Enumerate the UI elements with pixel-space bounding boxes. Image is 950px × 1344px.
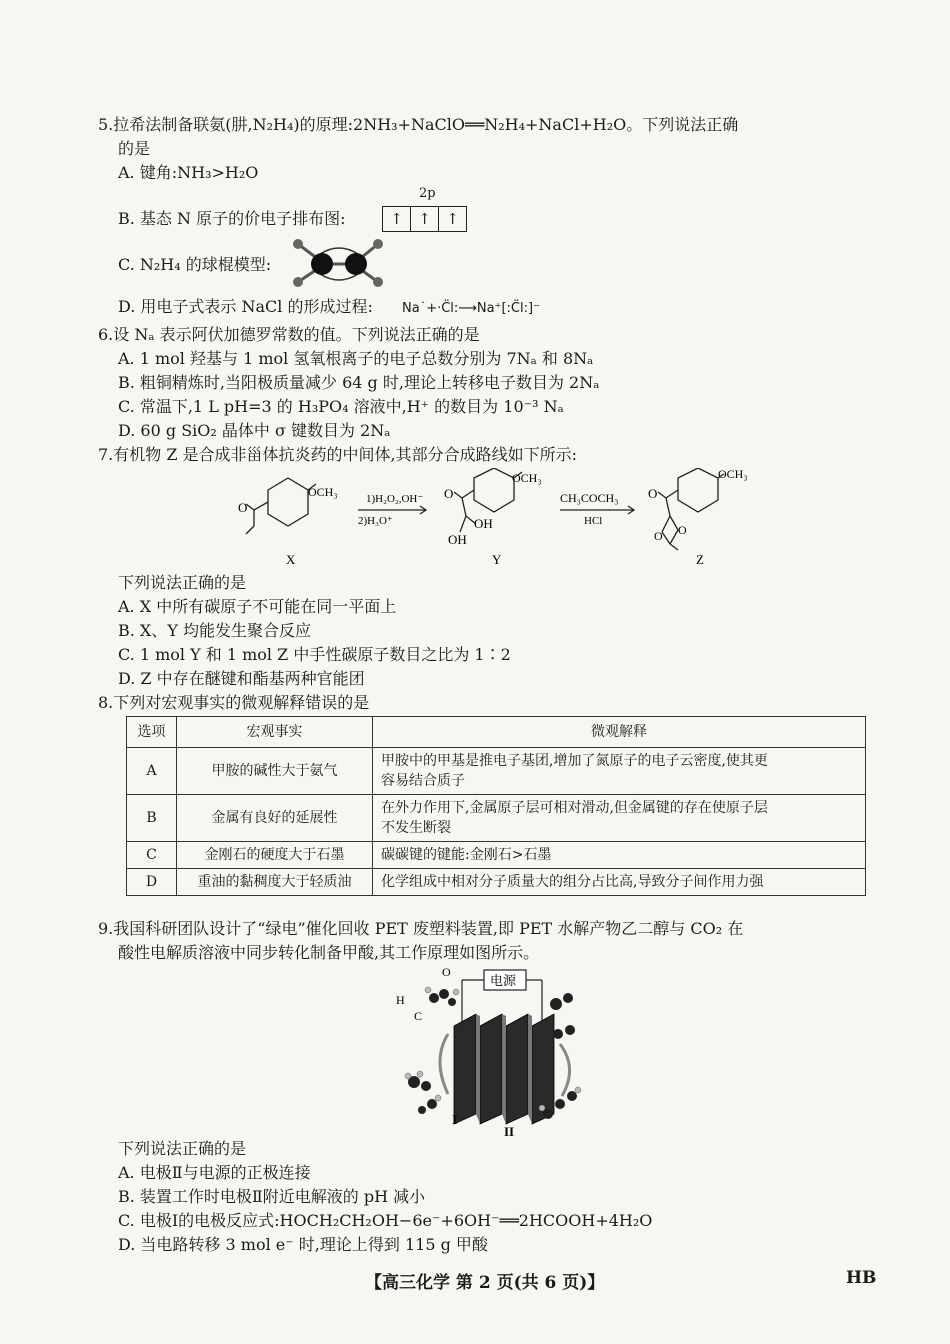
y-och3: OCH₃	[512, 471, 542, 485]
q7-option-d: D. Z 中存在醚键和酯基两种官能团	[118, 669, 365, 688]
q7-option-a: A. X 中所有碳原子不可能在同一平面上	[118, 597, 397, 616]
q5-option-a: A. 键角:NH₃>H₂O	[118, 163, 259, 182]
q7-stem: 7.有机物 Z 是合成非甾体抗炎药的中间体,其部分合成路线如下所示:	[98, 445, 578, 464]
row-explanation: 甲胺中的甲基是推电子基团,增加了氮原子的电子云密度,使其更 容易结合质子	[373, 748, 866, 795]
q9-option-b: B. 装置工作时电极Ⅱ附近电解液的 pH 减小	[118, 1187, 426, 1206]
q9-stem-cont: 酸性电解质溶液中同步转化制备甲酸,其工作原理如图所示。	[118, 943, 540, 962]
q6-option-d: D. 60 g SiO₂ 晶体中 σ 键数目为 2Nₐ	[118, 421, 391, 440]
orbital-box: ↑	[438, 206, 467, 232]
orbital-label: 2p	[419, 186, 436, 201]
n2h4-ball-stick-model	[290, 236, 390, 292]
row-explanation: 在外力作用下,金属原子层可相对滑动,但金属键的存在使原子层 不发生断裂	[373, 795, 866, 842]
q5-option-b: B. 基态 N 原子的价电子排布图:	[118, 209, 346, 228]
q6-option-a: A. 1 mol 羟基与 1 mol 氢氧根离子的电子总数分别为 7Nₐ 和 8Nₐ	[118, 349, 594, 368]
row-explanation: 碳碳键的键能:金刚石>石墨	[373, 842, 866, 869]
fig-c: C	[414, 1009, 423, 1023]
z-och3: OCH₃	[718, 468, 748, 481]
nacl-electron-formula: Na˙+·C̈l:⟶Na⁺[:C̈l:]⁻	[402, 301, 540, 316]
q5-stem: 5.拉希法制备联氨(肼,N₂H₄)的原理:2NH₃+NaClO══N₂H₄+NaCl+H₂O。下列说法正确	[98, 115, 739, 134]
row-option: B	[127, 795, 177, 842]
step1-workup: 2)H₃O⁺	[358, 515, 393, 527]
q5-option-c: C. N₂H₄ 的球棍模型:	[118, 255, 272, 274]
table-header: 微观解释	[373, 717, 866, 748]
q6-option-c: C. 常温下,1 L pH=3 的 H₃PO₄ 溶液中,H⁺ 的数目为 10⁻³ Nₐ	[118, 397, 564, 416]
row-explanation: 化学组成中相对分子质量大的组分占比高,导致分子间作用力强	[373, 869, 866, 896]
electrolysis-device-figure	[392, 964, 602, 1140]
q9-lead: 下列说法正确的是	[118, 1139, 247, 1158]
q9-stem: 9.我国科研团队设计了“绿电”催化回收 PET 废塑料装置,即 PET 水解产物乙二醇与 CO₂ 在	[98, 919, 744, 938]
row-fact: 重油的黏稠度大于轻质油	[177, 869, 373, 896]
q8-table	[126, 716, 866, 896]
table-header-row	[127, 717, 866, 748]
step1-reagent: 1)H₂O₂,OH⁻	[366, 493, 424, 505]
q7-option-c: C. 1 mol Y 和 1 mol Z 中手性碳原子数目之比为 1∶2	[118, 645, 511, 664]
footer-code: HB	[846, 1268, 877, 1288]
step2-reagent: CH₃COCH₃	[560, 491, 619, 505]
label-y: Y	[492, 552, 502, 567]
y-o: O	[444, 486, 454, 501]
x-och3: OCH₃	[308, 485, 338, 499]
q7-option-b: B. X、Y 均能发生聚合反应	[118, 621, 311, 640]
q9-option-c: C. 电极Ⅰ的电极反应式:HOCH₂CH₂OH−6e⁻+6OH⁻══2HCOOH+4H₂O	[118, 1211, 653, 1230]
z-ring-o1: O	[678, 523, 687, 537]
table-header: 宏观事实	[177, 717, 373, 748]
row-option: A	[127, 748, 177, 795]
table-row	[127, 748, 866, 795]
row-option: D	[127, 869, 177, 896]
power-label: 电源	[490, 973, 517, 988]
y-oh2: OH	[448, 532, 467, 547]
q8-stem: 8.下列对宏观事实的微观解释错误的是	[98, 693, 370, 712]
fig-h: H	[396, 993, 405, 1007]
table-header: 选项	[127, 717, 177, 748]
label-z: Z	[696, 552, 704, 567]
y-oh1: OH	[474, 516, 493, 531]
row-fact: 金刚石的硬度大于石墨	[177, 842, 373, 869]
table-row	[127, 795, 866, 842]
x-o: O	[238, 500, 248, 515]
orbital-diagram	[383, 206, 467, 232]
q9-option-a: A. 电极Ⅱ与电源的正极连接	[118, 1163, 311, 1182]
q6-option-b: B. 粗铜精炼时,当阳极质量减少 64 g 时,理论上转移电子数目为 2Nₐ	[118, 373, 600, 392]
orbital-box: ↑	[382, 206, 411, 232]
footer-page-info: 【高三化学 第 2 页(共 6 页)】	[365, 1273, 605, 1293]
q5-option-d: D. 用电子式表示 NaCl 的形成过程:	[118, 297, 373, 316]
z-ring-o2: O	[654, 529, 663, 543]
electrode-2-label: II	[504, 1124, 515, 1139]
orbital-box: ↑	[410, 206, 439, 232]
q7-lead: 下列说法正确的是	[118, 573, 247, 592]
z-o: O	[648, 486, 658, 501]
synthesis-scheme	[230, 468, 770, 572]
row-option: C	[127, 842, 177, 869]
row-fact: 甲胺的碱性大于氨气	[177, 748, 373, 795]
table-row	[127, 842, 866, 869]
row-fact: 金属有良好的延展性	[177, 795, 373, 842]
q9-option-d: D. 当电路转移 3 mol e⁻ 时,理论上得到 115 g 甲酸	[118, 1235, 488, 1254]
label-x: X	[286, 552, 296, 567]
q6-stem: 6.设 Nₐ 表示阿伏加德罗常数的值。下列说法正确的是	[98, 325, 480, 344]
electrode-1-label: I	[452, 1112, 458, 1127]
table-row	[127, 869, 866, 896]
q5-stem-cont: 的是	[118, 139, 151, 158]
step2-catalyst: HCl	[584, 515, 603, 527]
fig-o: O	[442, 965, 451, 979]
